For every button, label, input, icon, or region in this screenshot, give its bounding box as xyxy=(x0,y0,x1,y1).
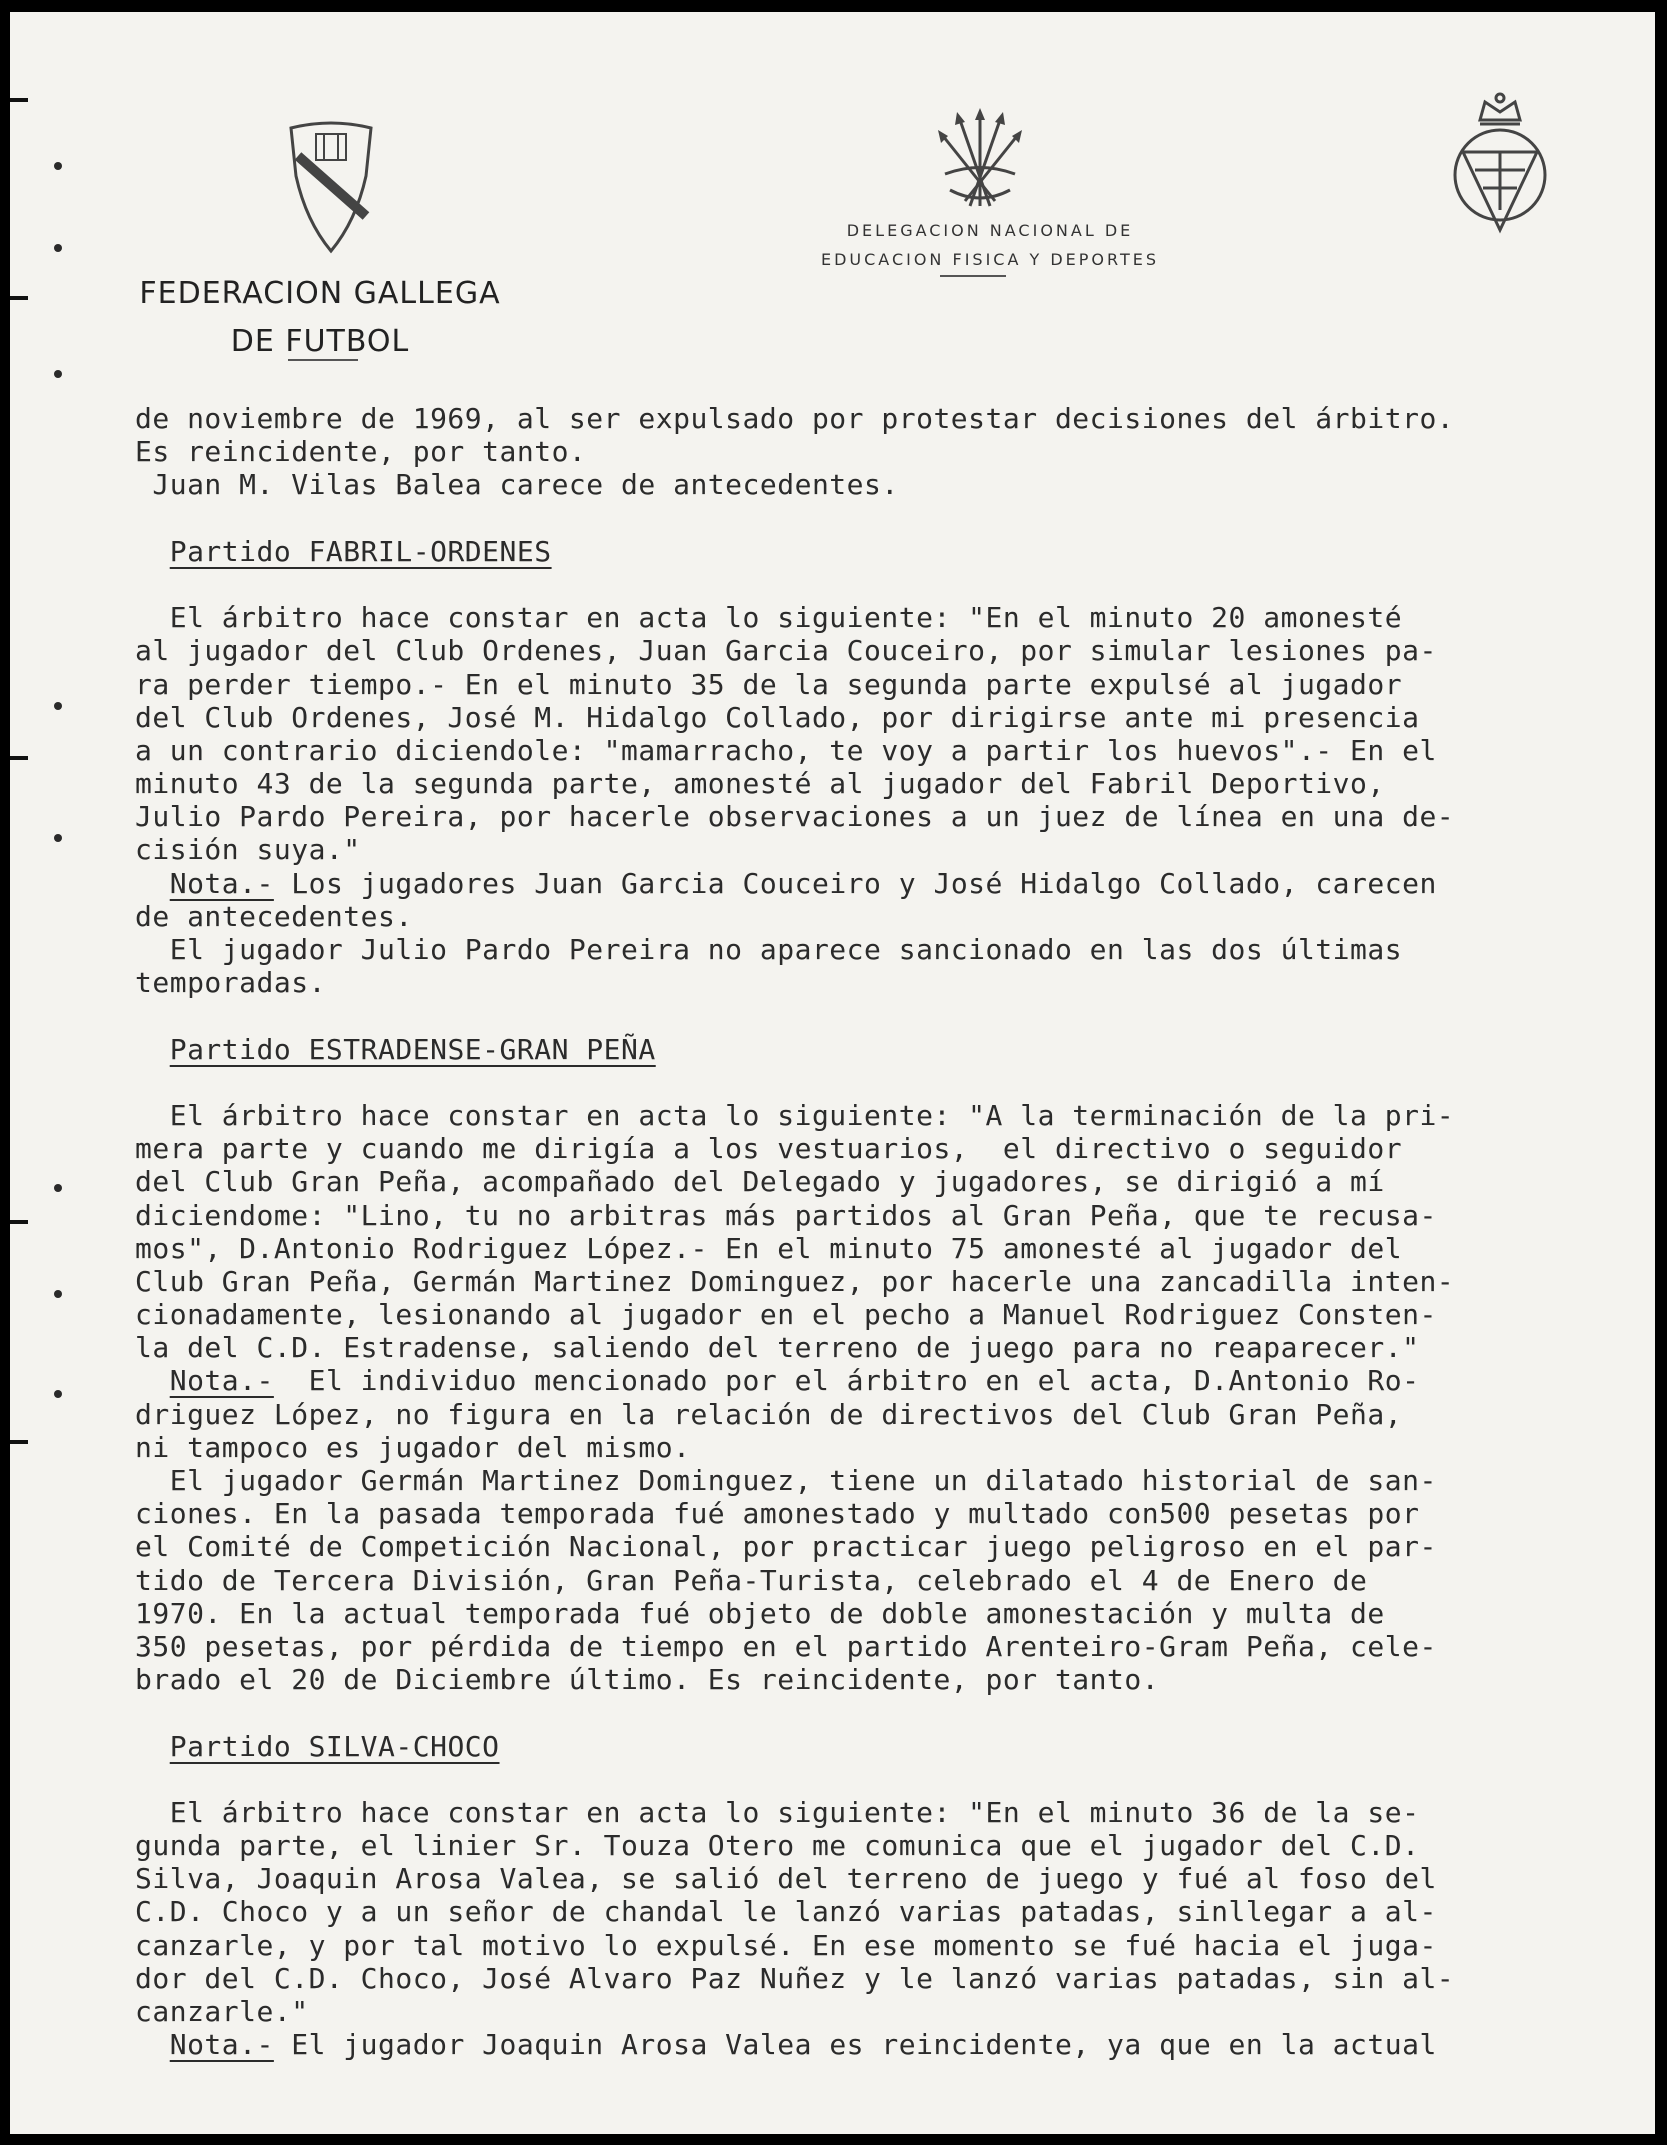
text-line xyxy=(135,1066,1635,1099)
text-line xyxy=(135,1829,1635,1862)
line-text: Los jugadores Juan Garcia Couceiro y José Hidalgo Collado, carecen xyxy=(273,866,1437,900)
match-heading xyxy=(135,1730,1635,1763)
text-line xyxy=(135,833,1635,866)
binder-mark xyxy=(10,98,28,102)
line-text: Es reincidente, por tanto. xyxy=(135,435,587,469)
punch-dot xyxy=(54,834,62,842)
text-line xyxy=(135,1763,1635,1796)
line-text: El jugador Germán Martinez Dominguez, tiene un dilatado historial de san- xyxy=(135,1464,1437,1497)
text-line xyxy=(135,568,1635,601)
text-line xyxy=(135,1895,1635,1928)
line-text: C.D. Choco y a un señor de chandal le lanzó varias patadas, sinllegar a al- xyxy=(135,1895,1437,1929)
text-line xyxy=(135,502,1635,535)
line-text: diciendome: "Lino, tu no arbitras más partidos al Gran Peña, que te recusa- xyxy=(135,1198,1437,1232)
match-heading xyxy=(135,535,1635,568)
document-body xyxy=(135,402,1635,2061)
line-text: el Comité de Competición Nacional, por practicar juego peligroso en el par- xyxy=(135,1530,1437,1564)
binder-mark xyxy=(10,1440,28,1444)
line-text: driguez López, no figura en la relación de directivos del Club Gran Peña, xyxy=(135,1397,1403,1431)
line-text: Julio Pardo Pereira, por hacerle observaciones a un juez de línea en una de- xyxy=(135,800,1455,834)
line-text: cisión suya." xyxy=(135,833,361,867)
line-text: dor del C.D. Choco, José Alvaro Paz Nuñez y le lanzó varias patadas, sin al- xyxy=(135,1961,1455,1995)
federation-name-line2: DE FUTBOL xyxy=(230,324,410,359)
match-title: Partido FABRIL-ORDENES xyxy=(169,534,552,568)
line-text: del Club Gran Peña, acompañado del Delegado y jugadores, se dirigió a mí xyxy=(135,1165,1385,1199)
line-text: El árbitro hace constar en acta lo siguiente: "A la terminación de la pri- xyxy=(135,1098,1455,1132)
line-text: a un contrario diciendole: "mamarracho, te voy a partir los huevos".- En el xyxy=(135,733,1437,767)
rfef-crown-crest-icon xyxy=(1445,90,1555,240)
line-text: El árbitro hace constar en acta lo siguiente: "En el minuto 36 de la se- xyxy=(135,1795,1420,1829)
text-line xyxy=(135,734,1635,767)
text-line xyxy=(135,1165,1635,1198)
line-text: El individuo mencionado por el árbitro en el acta, D.Antonio Ro- xyxy=(273,1364,1420,1398)
line-text: la del C.D. Estradense, saliendo del terreno de juego para no reaparecer." xyxy=(135,1331,1420,1365)
text-line xyxy=(135,1696,1635,1729)
delegation-name-line2: EDUCACION FISICA Y DEPORTES xyxy=(820,250,1160,269)
line-text: El árbitro hace constar en acta lo siguiente: "En el minuto 20 amonesté xyxy=(135,601,1403,635)
text-line xyxy=(135,900,1635,933)
text-line xyxy=(135,1099,1635,1132)
text-line xyxy=(135,1995,1635,2028)
text-line xyxy=(135,1929,1635,1962)
text-line xyxy=(135,1398,1635,1431)
line-text: cionadamente, lesionando al jugador en el pecho a Manuel Rodriguez Consten- xyxy=(135,1298,1437,1332)
text-line xyxy=(135,601,1635,634)
punch-dot xyxy=(54,1184,62,1192)
delegation-name xyxy=(770,216,1210,274)
line-text: 350 pesetas, por pérdida de tiempo en el partido Arenteiro-Gram Peña, cele- xyxy=(135,1629,1437,1663)
text-line xyxy=(135,1199,1635,1232)
divider xyxy=(940,275,1006,277)
text-line xyxy=(135,1564,1635,1597)
line-text: del Club Ordenes, José M. Hidalgo Collado, por dirigirse ante mi presencia xyxy=(135,700,1420,734)
federation-name-line1: FEDERACION GALLEGA xyxy=(139,276,501,311)
text-line xyxy=(135,1597,1635,1630)
yoke-and-arrows-icon xyxy=(935,106,1025,216)
line-text: Silva, Joaquin Arosa Valea, se salió del terreno de juego y fué al foso del xyxy=(135,1862,1437,1896)
text-line xyxy=(135,634,1635,667)
punch-dot xyxy=(54,702,62,710)
line-text: de antecedentes. xyxy=(135,899,413,933)
text-line xyxy=(135,1232,1635,1265)
text-line xyxy=(135,1298,1635,1331)
text-line xyxy=(135,1132,1635,1165)
text-line xyxy=(135,767,1635,800)
text-line xyxy=(135,435,1635,468)
line-text: mera parte y cuando me dirigía a los vestuarios, el directivo o seguidor xyxy=(135,1132,1403,1166)
line-text: ciones. En la pasada temporada fué amonestado y multado con500 pesetas por xyxy=(135,1497,1420,1531)
text-line xyxy=(135,933,1635,966)
text-line xyxy=(135,1331,1635,1364)
line-text: ni tampoco es jugador del mismo. xyxy=(135,1430,691,1464)
line-text: canzarle." xyxy=(135,1995,309,2028)
text-line xyxy=(135,1431,1635,1464)
text-line xyxy=(135,1530,1635,1563)
line-text: brado el 20 de Diciembre último. Es reincidente, por tanto. xyxy=(135,1663,1160,1697)
text-line xyxy=(135,468,1635,501)
punch-dot xyxy=(54,1290,62,1298)
text-line xyxy=(135,1497,1635,1530)
line-text: 1970. En la actual temporada fué objeto de doble amonestación y multa de xyxy=(135,1596,1385,1630)
delegation-name-line1: DELEGACION NACIONAL DE xyxy=(846,221,1134,240)
text-line xyxy=(135,1962,1635,1995)
line-text: Juan M. Vilas Balea carece de antecedentes. xyxy=(135,468,899,502)
line-text: temporadas. xyxy=(135,966,326,1000)
line-text: canzarle, y por tal motivo lo expulsé. En ese momento se fué hacia el juga- xyxy=(135,1928,1437,1962)
text-line xyxy=(135,701,1635,734)
line-text: de noviembre de 1969, al ser expulsado por protestar decisiones del árbitro. xyxy=(135,402,1455,435)
note-label: Nota.- xyxy=(169,1364,274,1398)
document-page xyxy=(10,12,1655,2134)
punch-dot xyxy=(54,1390,62,1398)
match-title: Partido SILVA-CHOCO xyxy=(169,1729,500,1763)
line-text: mos", D.Antonio Rodriguez López.- En el minuto 75 amonesté al jugador del xyxy=(135,1231,1403,1265)
line-text: Club Gran Peña, Germán Martinez Dominguez, por hacerle una zancadilla inten- xyxy=(135,1264,1455,1298)
line-text: tido de Tercera División, Gran Peña-Turista, celebrado el 4 de Enero de xyxy=(135,1563,1368,1597)
punch-dot xyxy=(54,162,62,170)
line-text: gunda parte, el linier Sr. Touza Otero me comunica que el jugador del C.D. xyxy=(135,1829,1420,1863)
line-text: El jugador Julio Pardo Pereira no aparece sancionado en las dos últimas xyxy=(135,933,1403,966)
note-line xyxy=(135,1364,1635,1397)
text-line xyxy=(135,1862,1635,1895)
line-text: ra perder tiempo.- En el minuto 35 de la segunda parte expulsé al jugador xyxy=(135,667,1403,701)
note-label: Nota.- xyxy=(169,866,274,900)
line-text: minuto 43 de la segunda parte, amonesté al jugador del Fabril Deportivo, xyxy=(135,767,1385,801)
note-line xyxy=(135,867,1635,900)
text-line xyxy=(135,1663,1635,1696)
federation-name xyxy=(50,270,590,366)
note-label: Nota.- xyxy=(169,2028,274,2062)
line-text: al jugador del Club Ordenes, Juan Garcia Couceiro, por simular lesiones pa- xyxy=(135,634,1437,668)
note-line xyxy=(135,2028,1635,2061)
text-line xyxy=(135,402,1635,435)
match-title: Partido ESTRADENSE-GRAN PEÑA xyxy=(169,1032,656,1066)
text-line xyxy=(135,966,1635,999)
text-line xyxy=(135,1796,1635,1829)
text-line xyxy=(135,1464,1635,1497)
divider xyxy=(288,359,358,361)
text-line xyxy=(135,800,1635,833)
text-line xyxy=(135,668,1635,701)
text-line xyxy=(135,999,1635,1032)
binder-mark xyxy=(10,296,28,300)
binder-mark xyxy=(10,1220,28,1224)
text-line xyxy=(135,1265,1635,1298)
match-heading xyxy=(135,1033,1635,1066)
punch-dot xyxy=(54,244,62,252)
federation-crest-icon xyxy=(286,116,376,256)
line-text: El jugador Joaquin Arosa Valea es reincidente, ya que en la actual xyxy=(273,2028,1437,2062)
text-line xyxy=(135,1630,1635,1663)
binder-mark xyxy=(10,756,28,760)
punch-dot xyxy=(54,370,62,378)
